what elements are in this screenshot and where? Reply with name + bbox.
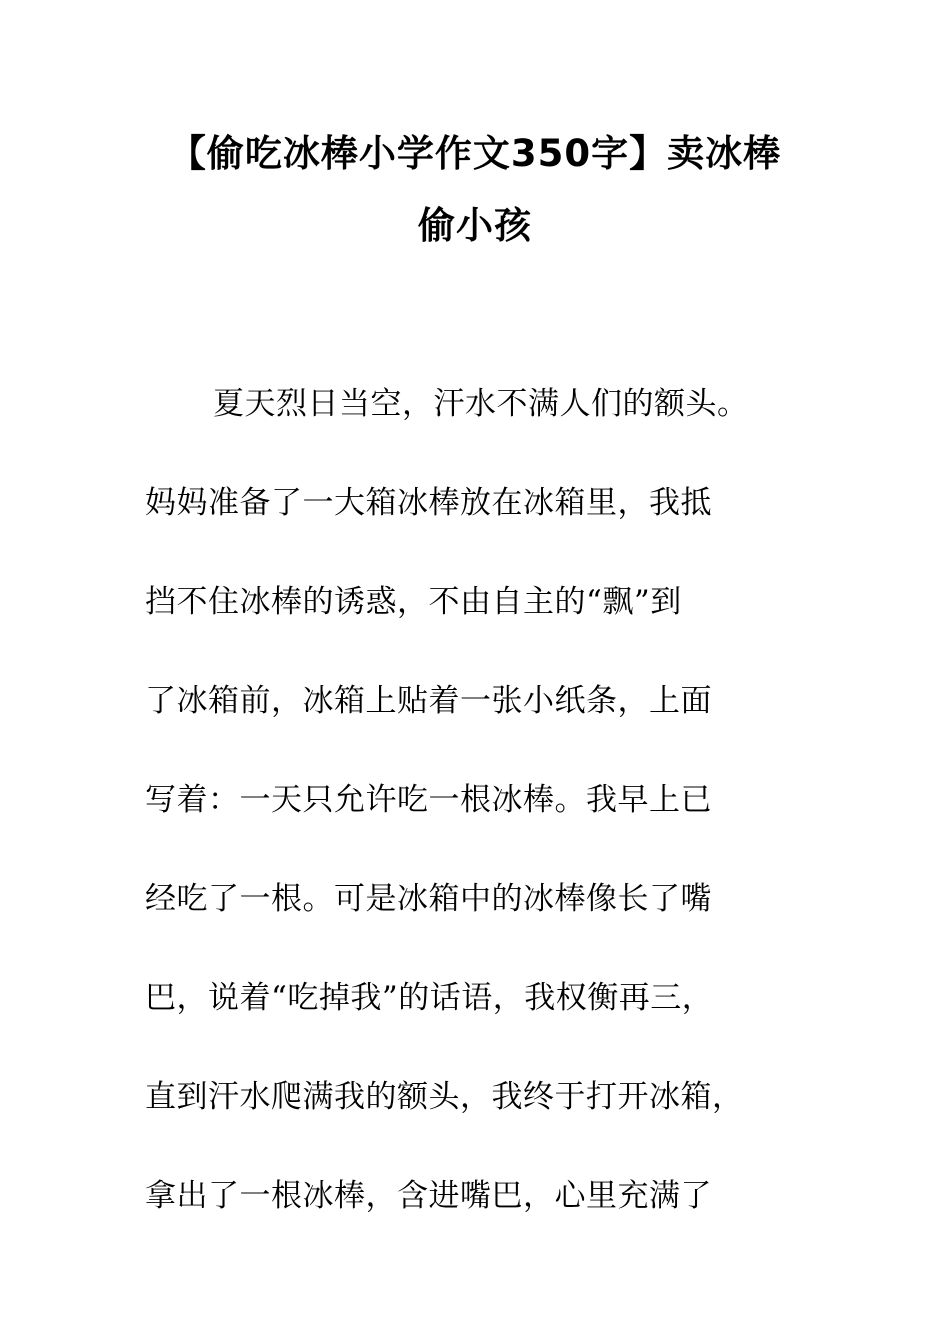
title-line: 偷小孩 <box>418 204 532 247</box>
paragraph-line: 妈妈准备了一大箱冰棒放在冰箱里，我抵 <box>145 485 712 521</box>
paragraph-line: 拿出了一根冰棒，含进嘴巴，心里充满了 <box>145 1178 712 1214</box>
title-line: 【偷吃冰棒小学作文350字】卖冰棒 <box>168 132 782 175</box>
paragraph-line: 写着：一天只允许吃一根冰棒。我早上已 <box>145 782 712 818</box>
paragraph-line: 巴，说着“吃掉我”的话语，我权衡再三， <box>145 980 714 1016</box>
paragraph-line: 经吃了一根。可是冰箱中的冰棒像长了嘴 <box>145 881 712 917</box>
paragraph-line: 直到汗水爬满我的额头，我终于打开冰箱， <box>145 1079 744 1115</box>
document-title <box>140 118 810 262</box>
paragraph-line: 了冰箱前，冰箱上贴着一张小纸条，上面 <box>145 683 712 719</box>
document-body <box>145 372 825 1263</box>
paragraph-line: 挡不住冰棒的诱惑，不由自主的“飘”到 <box>145 584 682 620</box>
paragraph-line: 夏天烈日当空，汗水不满人们的额头。 <box>213 386 749 422</box>
